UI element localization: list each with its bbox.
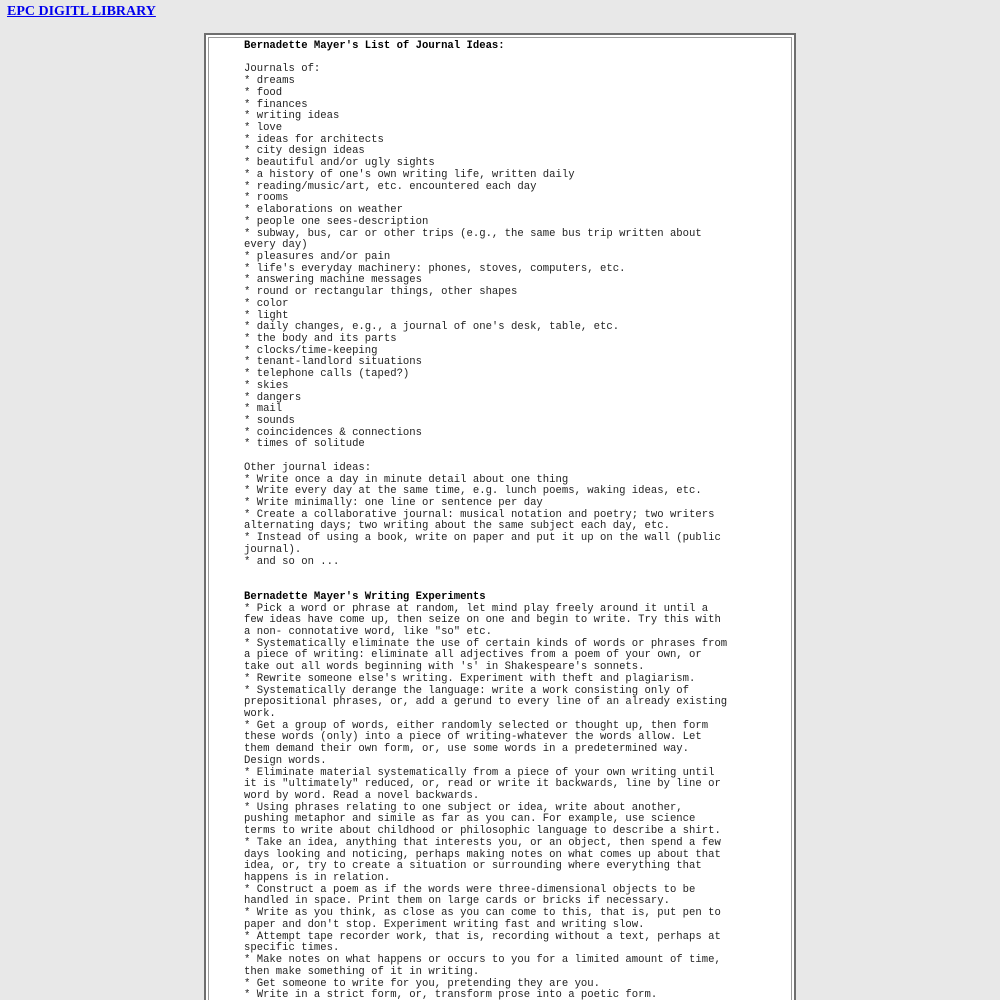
text-line: * telephone calls (taped?) — [244, 368, 410, 381]
text-line: then make something of it in writing. — [244, 965, 480, 978]
blank-line — [244, 568, 724, 580]
text-line: * people one sees-description — [244, 215, 429, 228]
text-line: * Rewrite someone else's writing. Experiment with theft and plagiarism. — [244, 672, 696, 685]
text-line: * Attempt tape recorder work, that is, recording without a text, perhaps at — [244, 930, 721, 943]
text-line: * and so on ... — [244, 555, 340, 568]
text-line: * daily changes, e.g., a journal of one's desk, table, etc. — [244, 321, 620, 334]
text-line: * love — [244, 122, 283, 135]
text-line: paper and don't stop. Experiment writing fast and writing slow. — [244, 918, 645, 931]
text-line: * round or rectangular things, other shapes — [244, 286, 518, 299]
text-line: * pleasures and/or pain — [244, 250, 391, 263]
text-line: pushing metaphor and simile as far as you can. For example, use science — [244, 813, 696, 826]
text-line: * tenant-landlord situations — [244, 356, 423, 369]
text-line: a piece of writing: eliminate all adjectives from a poem of your own, or — [244, 649, 702, 662]
text-line: * Write minimally: one line or sentence per day — [244, 497, 543, 510]
text-line: journal). — [244, 543, 302, 556]
text-line: prepositional phrases, or, add a gerund to every line of an already existing — [244, 696, 728, 709]
text-line: Design words. — [244, 754, 327, 767]
text-line: * sounds — [244, 415, 295, 427]
text-line: * skies — [244, 379, 289, 392]
text-line: Journals of: — [244, 63, 321, 76]
text-line: * dangers — [244, 391, 302, 404]
text-line: * the body and its parts — [244, 332, 397, 345]
text-line: * Write every day at the same time, e.g. lunch poems, waking ideas, etc. — [244, 485, 702, 498]
document-content — [244, 40, 728, 1000]
text-line: * reading/music/art, etc. encountered each day — [244, 180, 537, 193]
text-line: * food — [244, 86, 283, 99]
text-line: it is "ultimately" reduced, or, read or write it backwards, line by line or — [244, 778, 721, 791]
text-line: * elaborations on weather — [244, 204, 403, 217]
text-line: * dreams — [244, 75, 295, 88]
text-line: * Systematically eliminate the use of certain kinds of words or phrases from — [244, 637, 728, 650]
text-line: * Make notes on what happens or occurs to you for a limited amount of time, — [244, 954, 721, 967]
text-line: * Using phrases relating to one subject or idea, write about another, — [244, 801, 683, 814]
text-line: * ideas for architects — [244, 133, 384, 146]
text-line: * answering machine messages — [244, 274, 423, 287]
text-line: * subway, bus, car or other trips (e.g., the same bus trip written about — [244, 227, 702, 240]
text-line: * Construct a poem as if the words were three-dimensional objects to be — [244, 883, 696, 896]
text-line: * Write once a day in minute detail about one thing — [244, 473, 569, 486]
text-line: * writing ideas — [244, 110, 340, 123]
text-line: * Eliminate material systematically from a piece of your own writing until — [244, 766, 715, 779]
text-line: specific times. — [244, 942, 340, 955]
text-line: * Systematically derange the language: write a work consisting only of — [244, 684, 690, 697]
text-line: these words (only) into a piece of writing-whatever the words allow. Let — [244, 731, 702, 744]
section-title: Bernadette Mayer's Writing Experiments — [244, 590, 486, 603]
text-line: * coincidences & connections — [244, 426, 423, 439]
text-line: * life's everyday machinery: phones, stoves, computers, etc. — [244, 262, 626, 275]
text-line: few ideas have come up, then seize on one and begin to write. Try this with — [244, 614, 721, 627]
text-line: * beautiful and/or ugly sights — [244, 157, 435, 170]
text-line: * mail — [244, 403, 283, 416]
text-line: happens is in relation. — [244, 872, 391, 885]
text-line: handled in space. Print them on large cards or bricks if necessary. — [244, 895, 670, 908]
text-line: work. — [244, 707, 276, 720]
text-line: * Create a collaborative journal: musical notation and poetry; two writers — [244, 508, 715, 521]
text-line: * Instead of using a book, write on paper and put it up on the wall (public — [244, 532, 721, 545]
text-line: * finances — [244, 98, 308, 111]
text-line: word by word. Read a novel backwards. — [244, 790, 480, 802]
text-line: them demand their own form, or, use some words in a predetermined way. — [244, 743, 690, 756]
text-line: * light — [244, 309, 289, 322]
text-line: * Get someone to write for you, pretending they are you. — [244, 977, 601, 990]
site-title-link[interactable]: EPC DIGITL LIBRARY — [7, 4, 156, 19]
section-title: Bernadette Mayer's List of Journal Ideas: — [244, 40, 505, 52]
text-line: * color — [244, 297, 289, 310]
text-line: every day) — [244, 239, 308, 252]
text-line: * Write in a strict form, or, transform prose into a poetic form. — [244, 989, 658, 1000]
text-line: take out all words beginning with 's' in Shakespeare's sonnets. — [244, 661, 645, 674]
text-line: * Write as you think, as close as you can come to this, that is, put pen to — [244, 907, 721, 920]
text-line: * Pick a word or phrase at random, let mind play freely around it until a — [244, 602, 709, 615]
text-line: * rooms — [244, 192, 289, 205]
text-line: idea, or, try to create a situation or surrounding where everything that — [244, 860, 702, 873]
text-line: * Take an idea, anything that interests you, or an object, then spend a few — [244, 836, 721, 849]
text-line: * city design ideas — [244, 145, 365, 158]
text-line: Other journal ideas: — [244, 461, 372, 474]
text-line: * Get a group of words, either randomly selected or thought up, then form — [244, 719, 709, 732]
text-line: terms to write about childhood or philosophic language to describe a shirt. — [244, 825, 721, 838]
text-line: days looking and noticing, perhaps making notes on what comes up about that — [244, 848, 721, 861]
text-line: * a history of one's own writing life, written daily — [244, 168, 575, 181]
text-line: * times of solitude — [244, 438, 365, 451]
text-line: alternating days; two writing about the same subject each day, etc. — [244, 520, 670, 533]
text-line: * clocks/time-keeping — [244, 344, 378, 357]
text-line: a non- connotative word, like "so" etc. — [244, 625, 492, 638]
